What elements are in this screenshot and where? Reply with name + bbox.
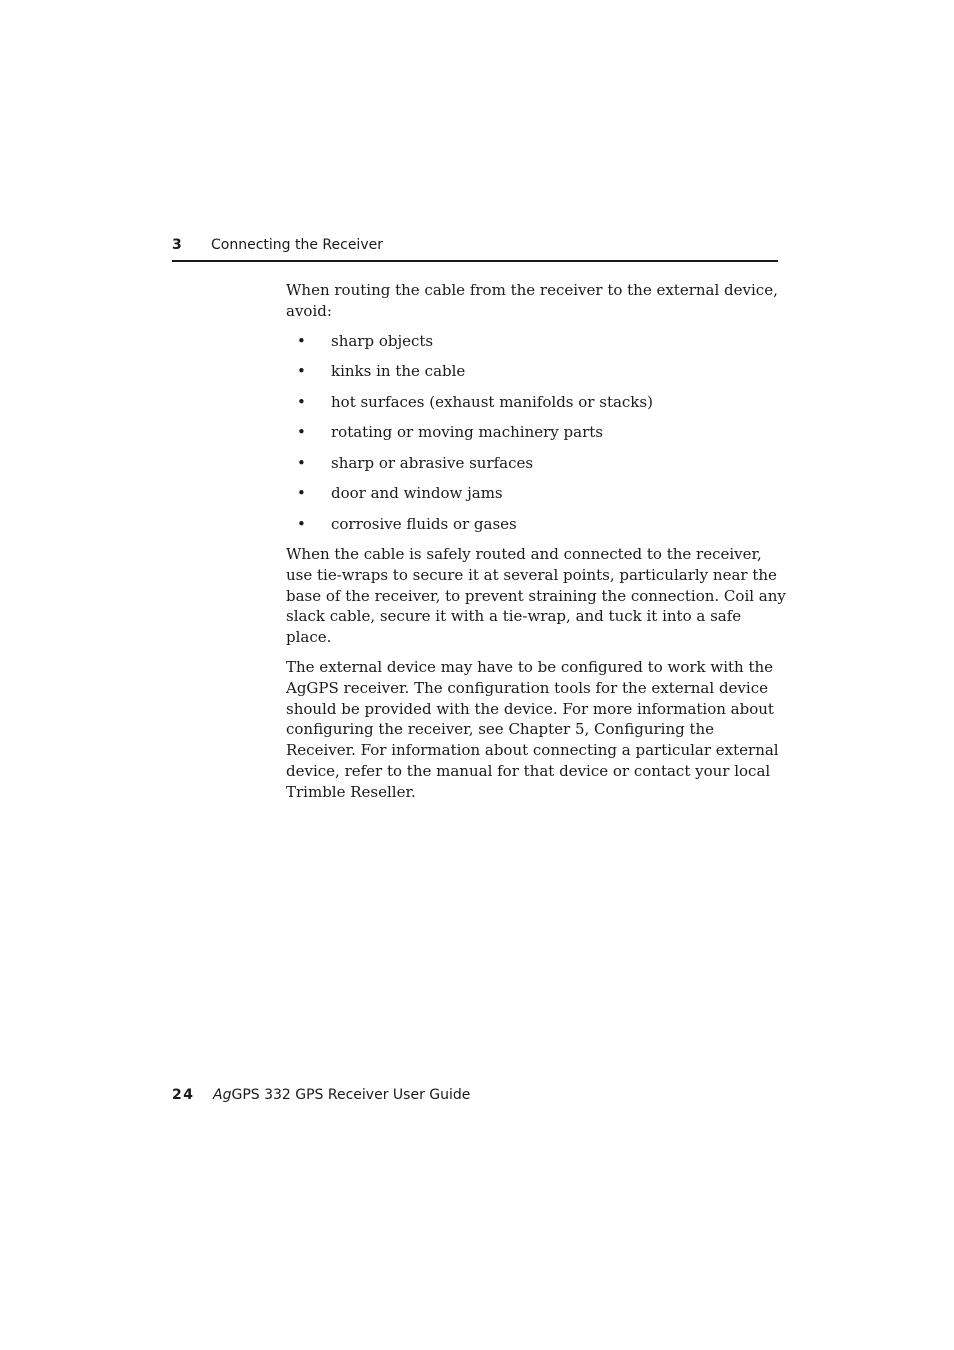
bullet-icon: •	[297, 514, 306, 533]
list-item	[286, 361, 786, 382]
list-item-text: corrosive fluids or gases	[331, 514, 517, 533]
cable-securing-paragraph: When the cable is safely routed and connected to the receiver, use tie-wraps to secure it at several points, particularly near the base of the receiver, to prevent straining the connection. Coil any slack cable, secure it with a tie-wrap, and tuck it into a safe place.	[286, 544, 786, 647]
list-item	[286, 422, 786, 443]
list-item	[286, 331, 786, 352]
bullet-icon: •	[297, 423, 306, 442]
list-item	[286, 392, 786, 413]
guide-title: GPS 332 GPS Receiver User Guide	[231, 1087, 471, 1103]
page-number: 24	[172, 1087, 195, 1103]
configuration-paragraph: The external device may have to be configured to work with the AgGPS receiver. The configuration tools for the external device should be provided with the device. For more information about configuring the receiver, see Chapter 5, Configuring the Receiver. For information about connecting a particular external device, refer to the manual for that device or contact your local Trimble Reseller.	[286, 657, 779, 801]
bullet-icon: •	[297, 484, 306, 503]
main-content	[286, 280, 786, 812]
running-header	[172, 236, 778, 262]
list-item-text: rotating or moving machinery parts	[331, 423, 603, 442]
running-footer	[172, 1087, 470, 1103]
list-item-text: sharp or abrasive surfaces	[331, 453, 534, 472]
bullet-icon: •	[297, 453, 306, 472]
intro-paragraph: When routing the cable from the receiver to the external device, avoid:	[286, 281, 778, 320]
list-item-text: sharp objects	[331, 331, 434, 350]
bullet-icon: •	[297, 362, 306, 381]
chapter-number: 3	[172, 237, 182, 253]
guide-title-prefix: Ag	[213, 1087, 232, 1103]
bullet-icon: •	[297, 392, 306, 411]
list-item	[286, 453, 786, 474]
list-item	[286, 514, 786, 535]
list-item-text: hot surfaces (exhaust manifolds or stacks)	[331, 392, 653, 411]
bullet-icon: •	[297, 331, 306, 350]
list-item	[286, 483, 786, 504]
list-item-text: door and window jams	[331, 484, 503, 503]
avoid-list	[286, 331, 786, 535]
list-item-text: kinks in the cable	[331, 362, 466, 381]
chapter-title: Connecting the Receiver	[211, 237, 383, 253]
